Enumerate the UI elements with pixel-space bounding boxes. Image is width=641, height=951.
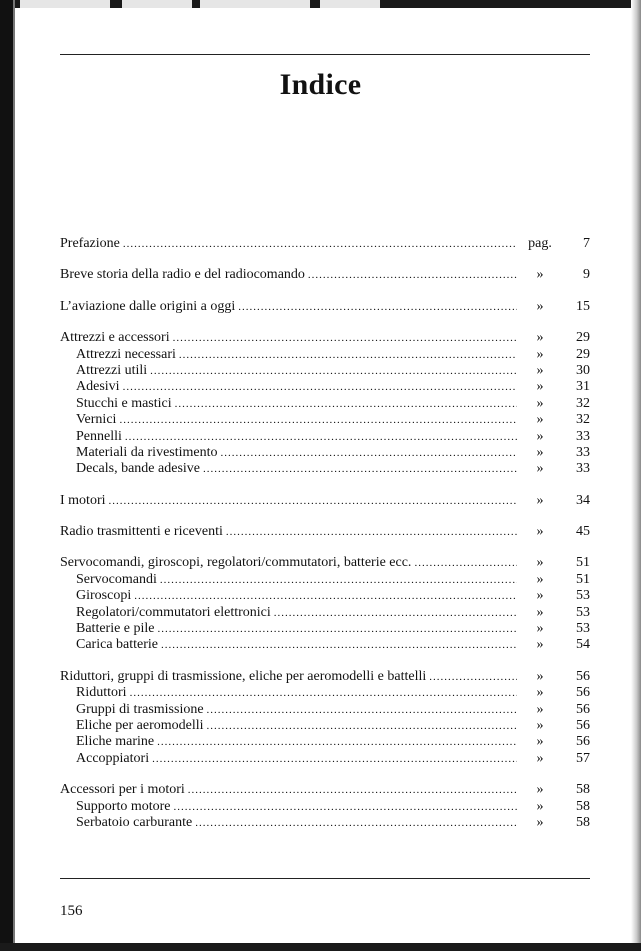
entry-title: Radio trasmittenti e riceventi: [60, 524, 223, 540]
page-marker: »: [536, 685, 544, 701]
entry-title: I motori: [60, 492, 106, 508]
dot-leader: [119, 412, 517, 428]
page-marker: »: [536, 571, 544, 587]
entry-title: Gruppi di trasmissione: [76, 701, 204, 717]
dot-leader: [308, 267, 517, 283]
dot-leader: [207, 702, 517, 718]
entry-page: 57: [576, 750, 590, 766]
scan-mark: [122, 0, 192, 8]
entry-page: 34: [576, 492, 590, 508]
entry-title: Carica batterie: [76, 637, 159, 653]
entry-title: Servocomandi, giroscopi, regolatori/commutatori, batterie ecc.: [60, 555, 412, 571]
toc-subentry: [60, 605, 590, 621]
dot-leader: [123, 236, 517, 252]
bottom-rule: [60, 878, 590, 879]
entry-page: 51: [576, 571, 590, 587]
page-marker: »: [536, 621, 544, 637]
toc-subentry: [60, 621, 590, 637]
toc-subentry: [60, 751, 590, 767]
toc-section: [60, 555, 590, 653]
page-marker: »: [536, 379, 544, 395]
page-marker: »: [536, 750, 544, 766]
dot-leader: [188, 782, 517, 798]
entry-title: Materiali da rivestimento: [76, 444, 218, 460]
entry-title: Riduttori, gruppi di trasmissione, eliche per aeromodelli e battelli: [60, 668, 427, 684]
entry-page: 56: [576, 701, 590, 717]
page-marker: »: [536, 717, 544, 733]
dot-leader: [157, 734, 517, 750]
entry-title: Attrezzi utili: [76, 362, 148, 378]
dot-leader: [174, 799, 518, 815]
page-marker: »: [536, 298, 544, 314]
entry-title: Accoppiatori: [76, 750, 150, 766]
dot-leader: [226, 524, 517, 540]
toc-entry: [60, 493, 590, 509]
entry-page: 33: [576, 461, 590, 477]
scan-left-edge: [13, 0, 15, 951]
dot-leader: [150, 363, 517, 379]
toc-section: [60, 524, 590, 540]
toc-subentry: [60, 379, 590, 395]
scan-mark: [20, 0, 110, 8]
toc-section: [60, 493, 590, 509]
page-marker: »: [536, 346, 544, 362]
dot-leader: [134, 588, 517, 604]
toc-subentry: [60, 572, 590, 588]
toc-subentry: [60, 363, 590, 379]
dot-leader: [175, 396, 517, 412]
entry-title: Vernici: [76, 412, 117, 428]
entry-title: Giroscopi: [76, 588, 132, 604]
page-marker: »: [536, 798, 544, 814]
toc-subentry: [60, 685, 590, 701]
toc-subentry: [60, 396, 590, 412]
page-marker: »: [536, 637, 544, 653]
scan-bottom-border: [0, 943, 641, 951]
dot-leader: [179, 347, 517, 363]
toc-entry: [60, 236, 590, 252]
toc-subentry: [60, 445, 590, 461]
toc-subentry: [60, 429, 590, 445]
entry-page: 29: [576, 330, 590, 346]
entry-page: 9: [583, 267, 590, 283]
toc-entry: [60, 330, 590, 346]
dot-leader: [173, 330, 517, 346]
entry-title: Decals, bande adesive: [76, 461, 200, 477]
toc-entry: [60, 524, 590, 540]
dot-leader: [130, 685, 517, 701]
toc-subentry: [60, 815, 590, 831]
dot-leader: [123, 379, 517, 395]
dot-leader: [158, 621, 517, 637]
entry-title: Adesivi: [76, 379, 120, 395]
entry-title: Batterie e pile: [76, 621, 155, 637]
entry-title: Pennelli: [76, 428, 122, 444]
entry-page: 15: [576, 298, 590, 314]
entry-page: 32: [576, 412, 590, 428]
page-marker: pag.: [528, 236, 552, 251]
entry-title: Attrezzi e accessori: [60, 330, 170, 346]
toc-section: [60, 669, 590, 767]
dot-leader: [109, 493, 518, 509]
entry-page: 56: [576, 734, 590, 750]
page-title: Indice: [279, 68, 362, 101]
toc-section: [60, 299, 590, 315]
toc-section: [60, 236, 590, 252]
entry-title: Prefazione: [60, 236, 120, 251]
scan-right-border: [631, 0, 641, 951]
entry-title: Attrezzi necessari: [76, 346, 176, 362]
dot-leader: [238, 299, 517, 315]
toc-section: [60, 782, 590, 831]
entry-page: 31: [576, 379, 590, 395]
entry-title: Serbatoio carburante: [76, 814, 193, 830]
toc-entry: [60, 299, 590, 315]
toc-subentry: [60, 412, 590, 428]
toc-subentry: [60, 702, 590, 718]
page-marker: »: [536, 362, 544, 378]
dot-leader: [160, 572, 517, 588]
page-marker: »: [536, 734, 544, 750]
top-rule: [60, 54, 590, 55]
entry-title: L’aviazione dalle origini a oggi: [60, 298, 236, 314]
page-marker: »: [536, 428, 544, 444]
table-of-contents: [60, 236, 590, 846]
entry-page: 58: [576, 798, 590, 814]
dot-leader: [274, 605, 517, 621]
entry-page: 53: [576, 604, 590, 620]
toc-subentry: [60, 718, 590, 734]
entry-title: Servocomandi: [76, 571, 157, 587]
entry-page: 29: [576, 346, 590, 362]
toc-subentry: [60, 461, 590, 477]
page-marker: »: [536, 668, 544, 684]
dot-leader: [429, 669, 517, 685]
page-marker: »: [536, 492, 544, 508]
entry-page: 56: [576, 685, 590, 701]
page-marker: »: [536, 701, 544, 717]
entry-title: Regolatori/commutatori elettronici: [76, 604, 271, 620]
page-marker: »: [536, 588, 544, 604]
entry-title: Stucchi e mastici: [76, 395, 172, 411]
entry-page: 7: [583, 236, 590, 251]
page-marker: »: [536, 814, 544, 830]
page-marker: »: [536, 782, 544, 798]
entry-page: 56: [576, 668, 590, 684]
toc-section: [60, 267, 590, 283]
entry-page: 54: [576, 637, 590, 653]
scan-mark: [200, 0, 310, 8]
entry-title: Supporto motore: [76, 798, 171, 814]
entry-page: 30: [576, 362, 590, 378]
entry-page: 53: [576, 588, 590, 604]
toc-entry: [60, 669, 590, 685]
toc-entry: [60, 555, 590, 571]
entry-page: 58: [576, 782, 590, 798]
entry-page: 53: [576, 621, 590, 637]
entry-page: 51: [576, 555, 590, 571]
scan-left-border: [0, 0, 13, 951]
toc-subentry: [60, 347, 590, 363]
dot-leader: [152, 751, 517, 767]
entry-page: 32: [576, 395, 590, 411]
toc-subentry: [60, 637, 590, 653]
toc-section: [60, 330, 590, 478]
entry-title: Accessori per i motori: [60, 782, 185, 798]
toc-subentry: [60, 734, 590, 750]
dot-leader: [195, 815, 517, 831]
dot-leader: [414, 555, 517, 571]
page-marker: »: [536, 412, 544, 428]
dot-leader: [207, 718, 518, 734]
page-marker: »: [536, 267, 544, 283]
dot-leader: [203, 461, 517, 477]
dot-leader: [221, 445, 517, 461]
entry-page: 58: [576, 814, 590, 830]
page-marker: »: [536, 330, 544, 346]
dot-leader: [125, 429, 517, 445]
entry-title: Riduttori: [76, 685, 127, 701]
entry-title: Eliche per aeromodelli: [76, 717, 204, 733]
page-number: 156: [60, 903, 83, 919]
toc-subentry: [60, 799, 590, 815]
toc-entry: [60, 267, 590, 283]
scan-mark: [320, 0, 380, 8]
page-marker: »: [536, 444, 544, 460]
page-marker: »: [536, 461, 544, 477]
page-marker: »: [536, 604, 544, 620]
toc-subentry: [60, 588, 590, 604]
entry-page: 33: [576, 444, 590, 460]
entry-page: 33: [576, 428, 590, 444]
entry-page: 56: [576, 717, 590, 733]
page-marker: »: [536, 555, 544, 571]
entry-title: Breve storia della radio e del radiocomando: [60, 267, 305, 283]
page-marker: »: [536, 395, 544, 411]
scan-top-border: [0, 0, 641, 8]
page-marker: »: [536, 524, 544, 540]
dot-leader: [161, 637, 517, 653]
entry-title: Eliche marine: [76, 734, 155, 750]
toc-entry: [60, 782, 590, 798]
entry-page: 45: [576, 524, 590, 540]
